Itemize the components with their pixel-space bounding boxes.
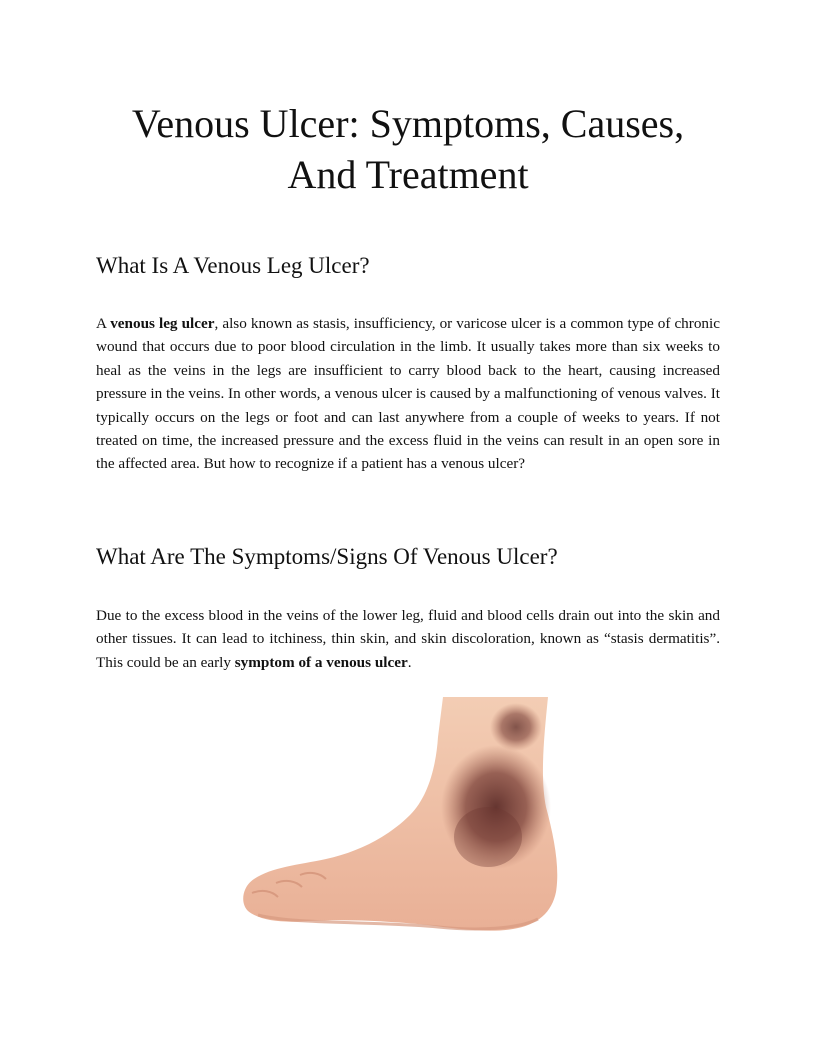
paragraph-definition [96, 312, 720, 476]
paragraph-text: Due to the excess blood in the veins of the lower leg, fluid and blood cells drain out into the skin and other tissues. It can lead to itchiness, thin skin, and skin discoloration, known as “stasis dermatitis”. This could be an early [96, 607, 720, 671]
bold-term: venous leg ulcer [110, 315, 215, 332]
paragraph-text: A [96, 315, 111, 332]
section-heading-what-is: What Is A Venous Leg Ulcer? [96, 253, 370, 278]
paragraph-text: . [407, 653, 412, 671]
document-title: Venous Ulcer: Symptoms, Causes, And Treatment [131, 101, 685, 197]
foot-ulcer-illustration [238, 697, 560, 951]
paragraph-symptoms [96, 604, 720, 674]
paragraph-text: , also known as stasis, insufficiency, or varicose ulcer is a common type of chronic wound that occurs due to poor blood circulation in the limb. It usually takes more than six weeks to heal as the veins in the legs are insufficient to carry blood back to the heart, causing increased pressure in the veins. In other words, a venous ulcer is caused by a malfunctioning of venous valves. It typically occurs on the legs or foot and can last anywhere from a couple of weeks to years. If not treated on time, the increased pressure and the excess fluid in the veins can result in an open sore in the affected area. But how to recognize if a patient has a venous ulcer? [96, 315, 720, 473]
bold-term: symptom of a venous ulcer [234, 653, 408, 671]
foot-ulcer-image [238, 697, 560, 951]
section-heading-symptoms: What Are The Symptoms/Signs Of Venous Ulcer? [96, 544, 558, 569]
